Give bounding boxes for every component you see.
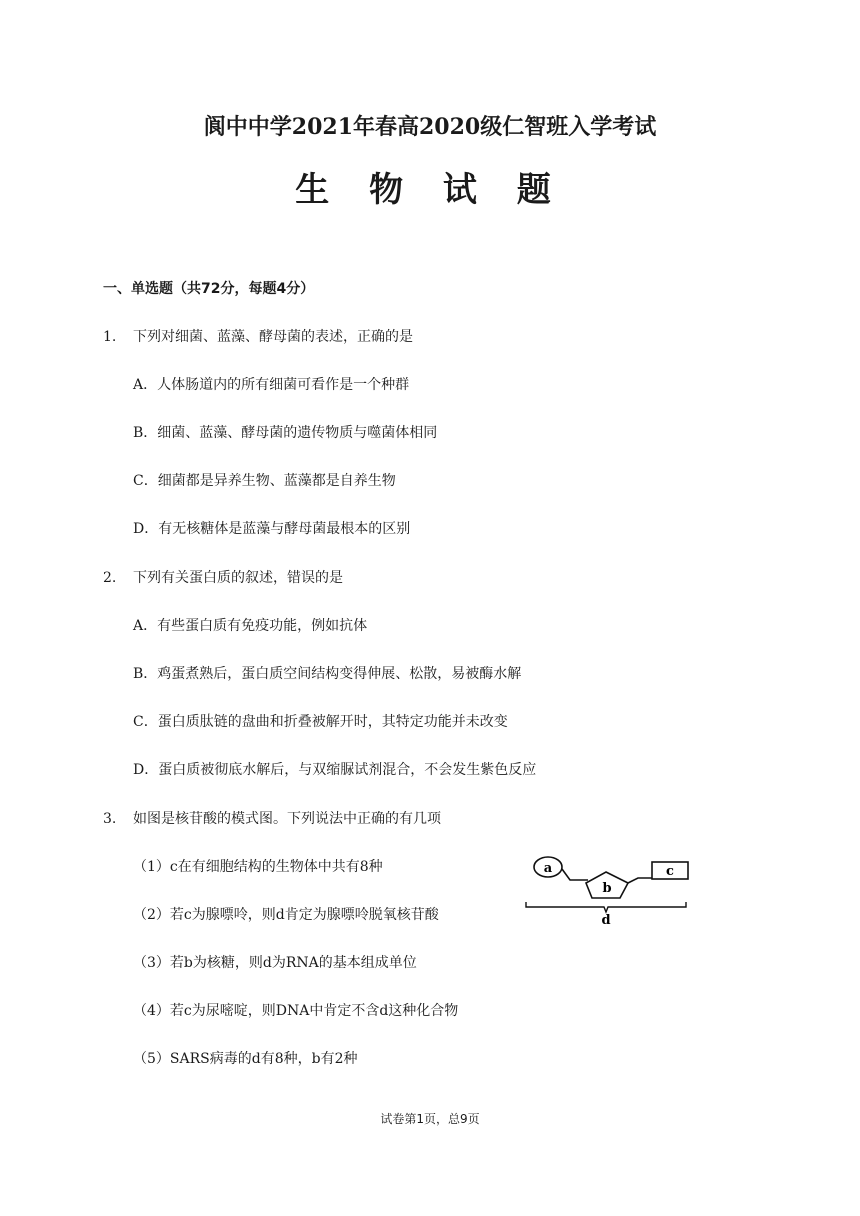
subject-title: 生 物 试 题 <box>295 170 565 210</box>
question-3-item-2: （2）若c为腺嘌呤，则d肯定为腺嘌呤脱氧核苷酸 <box>133 907 439 923</box>
question-3-item-3: （3）若b为核糖，则d为RNA的基本组成单位 <box>133 955 417 971</box>
label-a: a <box>543 861 553 876</box>
bond-a-b <box>562 869 588 880</box>
question-1-option-d: D．有无核糖体是蓝藻与酵母菌最根本的区别 <box>133 521 411 537</box>
question-number: 1. <box>103 329 117 345</box>
label-c: c <box>666 864 674 879</box>
question-2-option-a: A．有些蛋白质有免疫功能，例如抗体 <box>133 618 368 634</box>
question-number: 3. <box>103 811 117 827</box>
section-heading: 一、单选题（共72分，每题4分） <box>103 281 315 297</box>
question-2-stem <box>103 567 343 587</box>
exam-title: 阆中中学2021年春高2020级仁智班入学考试 <box>203 114 657 140</box>
brace-d <box>526 902 686 912</box>
bond-b-c <box>628 878 652 883</box>
label-b: b <box>602 881 612 896</box>
question-3-item-1: （1）c在有细胞结构的生物体中共有8种 <box>133 859 383 875</box>
nucleotide-diagram <box>520 852 700 928</box>
question-3-item-5: （5）SARS病毒的d有8种，b有2种 <box>133 1051 358 1067</box>
question-3-stem <box>103 808 441 828</box>
question-text: 如图是核苷酸的模式图。下列说法中正确的有几项 <box>133 811 441 827</box>
question-3-item-4: （4）若c为尿嘧啶，则DNA中肯定不含d这种化合物 <box>133 1003 459 1019</box>
page-footer: 试卷第1页，总9页 <box>380 1112 480 1126</box>
question-2-option-c: C．蛋白质肽链的盘曲和折叠被解开时，其特定功能并未改变 <box>133 714 508 730</box>
question-1-option-c: C．细菌都是异养生物、蓝藻都是自养生物 <box>133 473 396 489</box>
question-text: 下列有关蛋白质的叙述，错误的是 <box>133 570 343 586</box>
question-1-stem <box>103 326 413 346</box>
question-text: 下列对细菌、蓝藻、酵母菌的表述，正确的是 <box>133 329 413 345</box>
label-d: d <box>601 913 611 928</box>
question-2-option-b: B．鸡蛋煮熟后，蛋白质空间结构变得伸展、松散，易被酶水解 <box>133 666 522 682</box>
question-1-option-b: B．细菌、蓝藻、酵母菌的遗传物质与噬菌体相同 <box>133 425 438 441</box>
question-1-option-a: A．人体肠道内的所有细菌可看作是一个种群 <box>133 377 410 393</box>
question-number: 2. <box>103 570 117 586</box>
question-2-option-d: D．蛋白质被彻底水解后，与双缩脲试剂混合，不会发生紫色反应 <box>133 762 537 778</box>
